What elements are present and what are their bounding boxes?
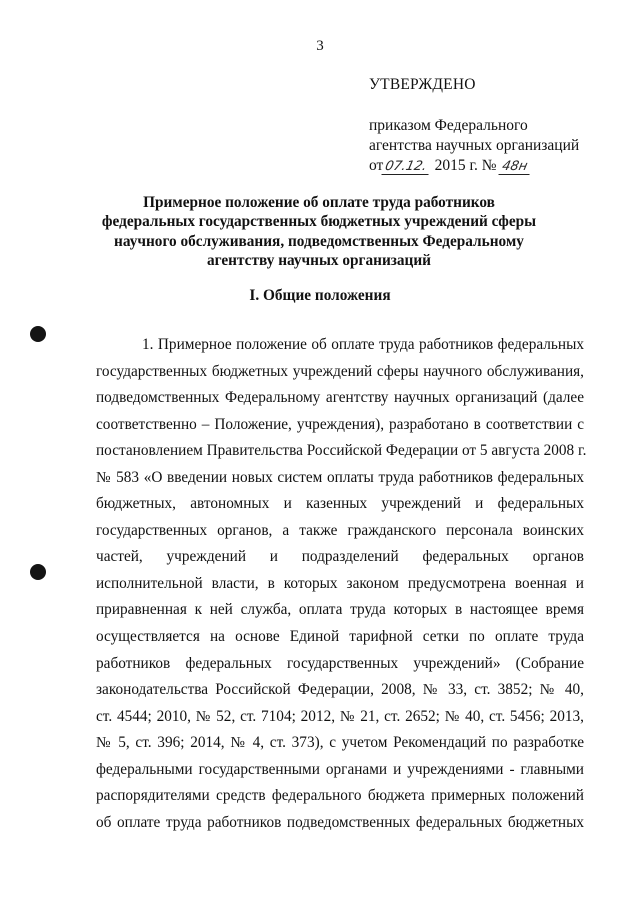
approval-block: [369, 76, 619, 176]
paragraph-line: государственных органов, а также гражданского персонала воинских: [96, 521, 584, 539]
paragraph-line: № 5, ст. 396; 2014, № 4, ст. 373), с учетом Рекомендаций по разработке: [96, 734, 584, 752]
paragraph-line: частей, учреждений и подразделений федеральных органов: [96, 548, 584, 566]
approval-heading: УТВЕРЖДЕНО: [369, 76, 476, 93]
approval-date-line: [369, 156, 619, 176]
paragraph-line: государственных бюджетных учреждений сферы научного обслуживания,: [96, 362, 584, 380]
paragraph-line: № 583 «О введении новых систем оплаты труда работников федеральных: [96, 468, 584, 486]
punch-hole-mark: [30, 326, 46, 342]
paragraph-line: об оплате труда работников подведомственных федеральных бюджетных: [96, 813, 584, 831]
paragraph-line: бюджетных, автономных и казенных учреждений и федеральных: [96, 495, 584, 513]
paragraph-line: приравненная к ней служба, оплата труда которых в настоящее время: [96, 601, 584, 619]
paragraph-line: законодательства Российской Федерации, 2008, № 33, ст. 3852; № 40,: [96, 681, 584, 699]
paragraph-line: федеральными государственными органами и учреждениями - главными: [96, 760, 584, 778]
date-prefix: от: [369, 157, 384, 174]
document-title: Примерное положение об оплате труда работников федеральных государственных бюджетных учреждений сферы научного обслуживания, подведомственных Федеральному агентству научных организаций: [101, 194, 537, 270]
handwritten-number: 48н: [499, 160, 533, 175]
approval-line-2: агентства научных организаций: [369, 137, 580, 154]
punch-hole-mark: [30, 564, 46, 580]
paragraph-line: распорядителями средств федерального бюджета примерных положений: [96, 787, 584, 805]
handwritten-date: 07.12.: [382, 160, 433, 175]
paragraph-line: подведомственных Федеральному агентству научных организаций (далее: [96, 389, 584, 407]
paragraph-line: постановлением Правительства Российской Федерации от 5 августа 2008 г.: [96, 442, 587, 460]
section-title: I. Общие положения: [249, 287, 391, 304]
paragraph-line: соответственно – Положение, учреждения), разработано в соответствии с: [96, 415, 584, 433]
paragraph-line: исполнительной власти, в которых законом предусмотрена военная и: [96, 574, 584, 592]
paragraph-line: 1. Примерное положение об оплате труда работников федеральных: [142, 336, 584, 353]
paragraph-line: ст. 4544; 2010, № 52, ст. 7104; 2012, № 21, ст. 2652; № 40, ст. 5456; 2013,: [96, 707, 584, 725]
year-text: 2015 г. №: [434, 157, 497, 174]
paragraph-line: осуществляется на основе Единой тарифной сетки по оплате труда: [96, 628, 584, 646]
body-paragraph: [96, 332, 587, 836]
page-number: 3: [316, 38, 324, 54]
paragraph-line: работников федеральных государственных учреждений» (Собрание: [96, 654, 584, 672]
approval-line-1: приказом Федерального: [369, 117, 528, 134]
